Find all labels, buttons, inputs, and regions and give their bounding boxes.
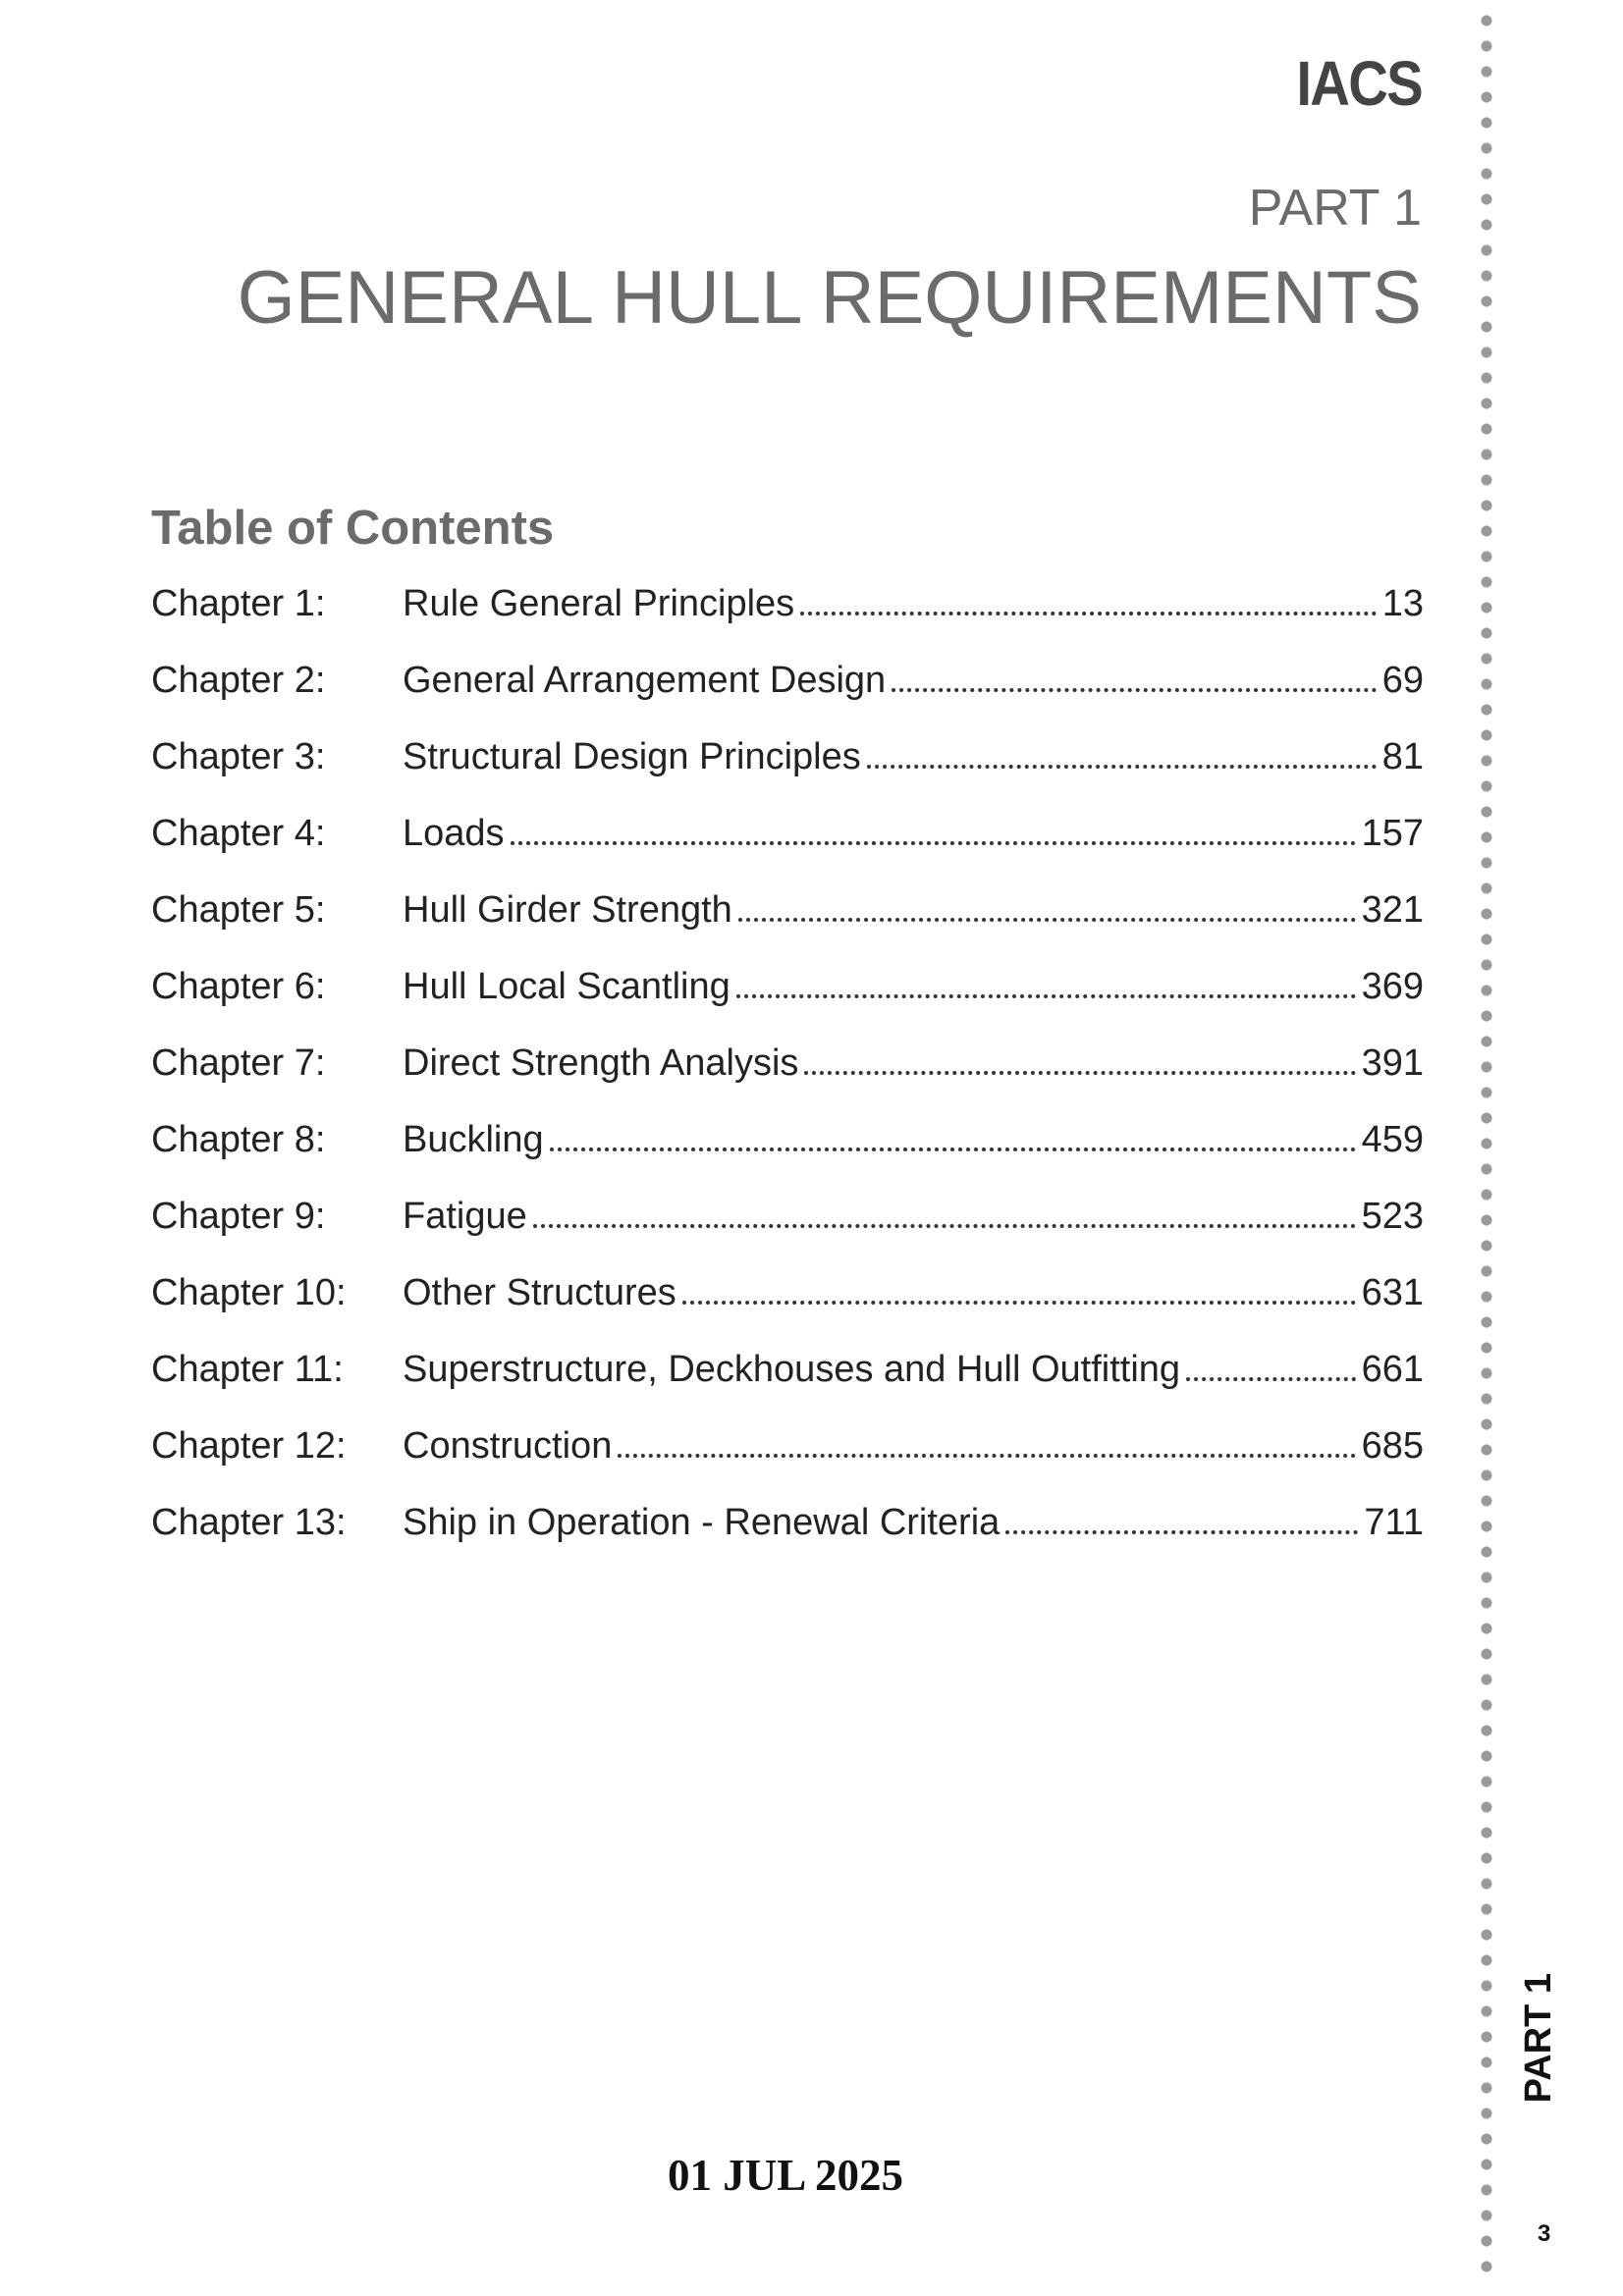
toc-title: Loads — [403, 813, 505, 854]
toc-title: Rule General Principles — [403, 583, 795, 624]
toc-chapter: Chapter 2: — [151, 660, 326, 701]
toc-page: 69 — [1381, 660, 1424, 701]
toc-entry-5[interactable] — [151, 889, 1424, 966]
toc-entry-8[interactable] — [151, 1119, 1424, 1196]
toc-entry-4[interactable] — [151, 813, 1424, 889]
toc-title: Hull Girder Strength — [403, 889, 732, 931]
toc-title: Structural Design Principles — [403, 736, 861, 777]
issue-date: 01 JUL 2025 — [667, 2151, 904, 2200]
dot-leader — [618, 1454, 1355, 1458]
toc-chapter: Chapter 1: — [151, 583, 326, 624]
toc-page: 369 — [1361, 966, 1424, 1007]
toc-page: 157 — [1361, 813, 1424, 854]
iacs-logo: IACS — [1296, 48, 1422, 119]
dot-leader — [1005, 1530, 1358, 1534]
toc-chapter: Chapter 11: — [151, 1349, 344, 1390]
table-of-contents — [151, 583, 1424, 1578]
toc-title: Superstructure, Deckhouses and Hull Outfitting — [403, 1349, 1181, 1390]
toc-page: 459 — [1361, 1119, 1424, 1160]
toc-page: 13 — [1381, 583, 1424, 624]
toc-page: 81 — [1381, 736, 1424, 777]
toc-chapter: Chapter 10: — [151, 1272, 347, 1313]
toc-entry-2[interactable] — [151, 660, 1424, 736]
toc-page: 661 — [1361, 1349, 1424, 1390]
dot-leader — [738, 918, 1356, 922]
toc-entry-3[interactable] — [151, 736, 1424, 813]
toc-title: Other Structures — [403, 1272, 676, 1313]
toc-chapter: Chapter 4: — [151, 813, 326, 854]
toc-entry-1[interactable] — [151, 583, 1424, 660]
toc-page: 711 — [1364, 1502, 1424, 1543]
toc-entry-6[interactable] — [151, 966, 1424, 1042]
toc-chapter: Chapter 3: — [151, 736, 326, 777]
side-part-label: PART 1 — [1518, 1973, 1559, 2104]
dot-leader — [533, 1224, 1356, 1228]
toc-entry-10[interactable] — [151, 1272, 1424, 1349]
toc-page: 321 — [1361, 889, 1424, 931]
toc-chapter: Chapter 6: — [151, 966, 326, 1007]
page-number: 3 — [1538, 2220, 1551, 2247]
toc-heading: Table of Contents — [151, 502, 555, 555]
dot-leader — [892, 688, 1377, 692]
dot-leader — [550, 1148, 1356, 1151]
part-label: PART 1 — [1248, 180, 1422, 237]
toc-chapter: Chapter 5: — [151, 889, 326, 931]
side-part-tab — [1512, 1973, 1591, 2130]
toc-title: Hull Local Scantling — [403, 966, 730, 1007]
toc-chapter: Chapter 12: — [151, 1425, 347, 1467]
toc-title: Direct Strength Analysis — [403, 1042, 799, 1084]
toc-page: 685 — [1361, 1425, 1424, 1467]
toc-entry-12[interactable] — [151, 1425, 1424, 1502]
toc-page: 523 — [1361, 1196, 1424, 1237]
toc-title: Fatigue — [403, 1196, 527, 1237]
toc-entry-9[interactable] — [151, 1196, 1424, 1272]
toc-chapter: Chapter 13: — [151, 1502, 347, 1543]
dot-leader — [800, 612, 1377, 615]
toc-chapter: Chapter 7: — [151, 1042, 326, 1084]
toc-entry-13[interactable] — [151, 1502, 1424, 1578]
toc-chapter: Chapter 9: — [151, 1196, 326, 1237]
toc-entry-7[interactable] — [151, 1042, 1424, 1119]
dotted-margin-rail — [1480, 8, 1493, 2285]
toc-page: 391 — [1361, 1042, 1424, 1084]
toc-title: Buckling — [403, 1119, 544, 1160]
part-title: GENERAL HULL REQUIREMENTS — [237, 256, 1422, 340]
dot-leader — [511, 841, 1356, 845]
toc-chapter: Chapter 8: — [151, 1119, 326, 1160]
dot-leader — [682, 1301, 1356, 1305]
dot-leader — [736, 994, 1356, 998]
dot-leader — [1186, 1377, 1356, 1381]
dot-leader — [804, 1071, 1355, 1075]
dot-leader — [867, 765, 1377, 769]
toc-title: Ship in Operation - Renewal Criteria — [403, 1502, 1001, 1543]
toc-entry-11[interactable] — [151, 1349, 1424, 1425]
toc-page: 631 — [1361, 1272, 1424, 1313]
toc-title: Construction — [403, 1425, 613, 1467]
toc-title: General Arrangement Design — [403, 660, 887, 701]
